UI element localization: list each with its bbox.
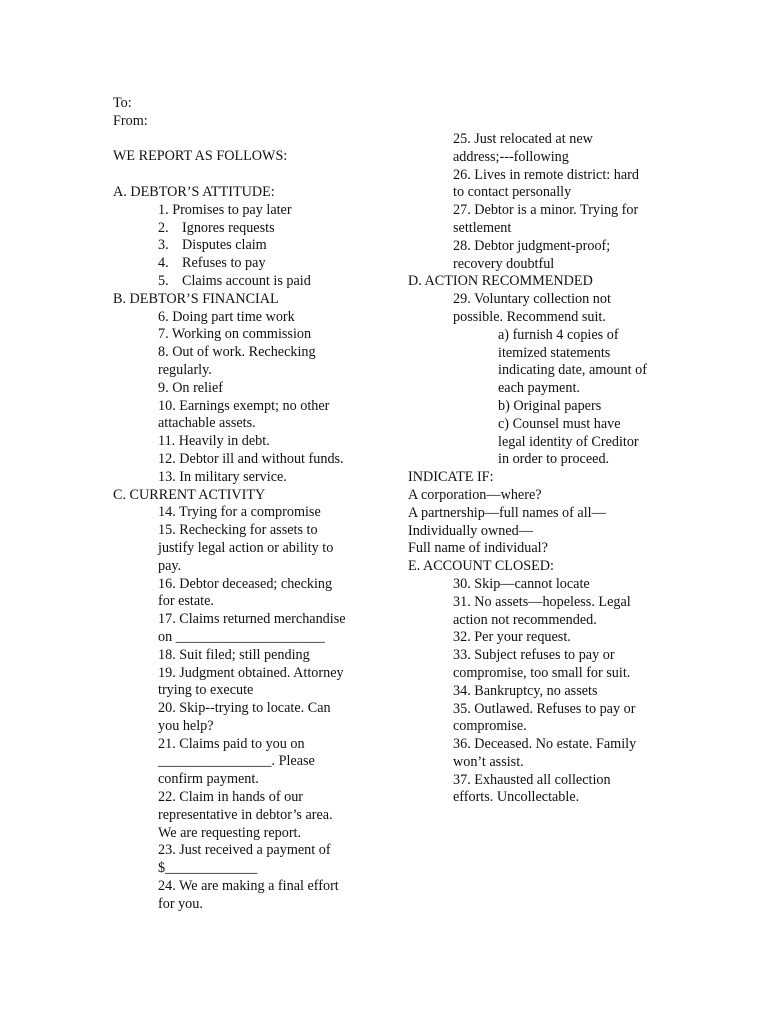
- item-number: 5.: [158, 272, 169, 289]
- list-item: 32. Per your request.: [453, 629, 571, 646]
- list-item: address;---following: [453, 148, 569, 165]
- list-item: [113, 220, 373, 238]
- list-item: 34. Bankruptcy, no assets: [453, 682, 598, 699]
- list-item: for estate.: [158, 593, 214, 610]
- list-item: 37. Exhausted all collection: [453, 771, 611, 788]
- list-item: 14. Trying for a compromise: [158, 504, 321, 521]
- list-item: regularly.: [158, 361, 212, 378]
- right-column: [408, 131, 668, 807]
- list-item: 13. In military service.: [158, 468, 287, 485]
- sub-item: c) Counsel must have: [498, 415, 621, 432]
- list-item: you help?: [158, 717, 214, 734]
- list-item: confirm payment.: [158, 771, 259, 788]
- indicate-line: Full name of individual?: [408, 540, 548, 557]
- list-item: pay.: [158, 557, 182, 574]
- sub-item: each payment.: [498, 380, 580, 397]
- list-item: recovery doubtful: [453, 255, 555, 272]
- list-item: on _____________________: [158, 628, 325, 645]
- section-a-heading: A. DEBTOR’S ATTITUDE:: [113, 183, 275, 200]
- list-item: 29. Voluntary collection not: [453, 291, 611, 308]
- sub-item: itemized statements: [498, 344, 611, 361]
- section-d-heading: D. ACTION RECOMMENDED: [408, 273, 593, 290]
- list-item: 12. Debtor ill and without funds.: [158, 450, 344, 467]
- list-item: 22. Claim in hands of our: [158, 789, 304, 806]
- list-item: [113, 273, 373, 291]
- list-item: 21. Claims paid to you on: [158, 735, 305, 752]
- list-item: $_____________: [158, 860, 258, 877]
- list-item: 23. Just received a payment of: [158, 842, 331, 859]
- list-item: [113, 202, 373, 220]
- item-number: 4.: [158, 255, 169, 272]
- report-intro: WE REPORT AS FOLLOWS:: [113, 148, 288, 165]
- list-item: ________________. Please: [158, 753, 315, 770]
- indicate-line: A partnership—full names of all—: [408, 504, 606, 521]
- item-text: Disputes claim: [182, 237, 267, 254]
- list-item: 11. Heavily in debt.: [158, 433, 270, 450]
- list-item: 28. Debtor judgment-proof;: [453, 237, 611, 254]
- list-item: 9. On relief: [158, 379, 224, 396]
- sub-item: in order to proceed.: [498, 451, 610, 468]
- sub-item: a) furnish 4 copies of: [498, 326, 619, 343]
- item-text: Refuses to pay: [182, 255, 266, 272]
- list-item: We are requesting report.: [158, 824, 302, 841]
- list-item: 15. Rechecking for assets to: [158, 522, 318, 539]
- list-item: compromise.: [453, 718, 527, 735]
- from-label: From:: [113, 112, 148, 129]
- list-item: compromise, too small for suit.: [453, 664, 631, 681]
- list-item: 8. Out of work. Rechecking: [158, 344, 316, 361]
- item-text: Promises to pay later: [172, 201, 292, 218]
- section-e-heading: E. ACCOUNT CLOSED:: [408, 558, 554, 575]
- spacer: [113, 166, 373, 184]
- list-item: 17. Claims returned merchandise: [158, 611, 346, 628]
- sub-item: indicating date, amount of: [498, 362, 647, 379]
- list-item: 26. Lives in remote district: hard: [453, 166, 639, 183]
- list-item: 16. Debtor deceased; checking: [158, 575, 333, 592]
- list-item: 30. Skip—cannot locate: [453, 575, 590, 592]
- item-text: Ignores requests: [182, 219, 275, 236]
- list-item: 7. Working on commission: [158, 326, 312, 343]
- list-item: [113, 255, 373, 273]
- list-item: trying to execute: [158, 682, 254, 699]
- list-item: 6. Doing part time work: [158, 308, 295, 325]
- list-item: 35. Outlawed. Refuses to pay or: [453, 700, 636, 717]
- item-text: Claims account is paid: [182, 272, 311, 289]
- list-item: possible. Recommend suit.: [453, 308, 606, 325]
- list-item: 24. We are making a final effort: [158, 878, 339, 895]
- list-item: 25. Just relocated at new: [453, 131, 593, 147]
- left-column: [113, 95, 373, 914]
- list-item: 27. Debtor is a minor. Trying for: [453, 202, 639, 219]
- item-number: 1.: [158, 201, 169, 218]
- list-item: action not recommended.: [453, 611, 597, 628]
- item-number: 3.: [158, 237, 169, 254]
- to-label: To:: [113, 95, 132, 111]
- list-item: won’t assist.: [453, 753, 524, 770]
- indicate-line: Individually owned—: [408, 522, 533, 539]
- spacer: [113, 131, 373, 149]
- list-item: attachable assets.: [158, 415, 256, 432]
- sub-item: b) Original papers: [498, 397, 602, 414]
- list-item: 19. Judgment obtained. Attorney: [158, 664, 344, 681]
- list-item: [113, 237, 373, 255]
- list-item: 36. Deceased. No estate. Family: [453, 736, 637, 753]
- list-item: settlement: [453, 219, 512, 236]
- list-item: to contact personally: [453, 184, 572, 201]
- list-item: 18. Suit filed; still pending: [158, 646, 310, 663]
- section-c-heading: C. CURRENT ACTIVITY: [113, 486, 266, 503]
- list-item: 31. No assets—hopeless. Legal: [453, 593, 631, 610]
- list-item: for you.: [158, 895, 203, 912]
- indicate-heading: INDICATE IF:: [408, 469, 494, 486]
- section-b-heading: B. DEBTOR’S FINANCIAL: [113, 290, 279, 307]
- list-item: 10. Earnings exempt; no other: [158, 397, 330, 414]
- item-number: 2.: [158, 219, 169, 236]
- sub-item: legal identity of Creditor: [498, 433, 639, 450]
- list-item: 20. Skip--trying to locate. Can: [158, 700, 331, 717]
- list-item: 33. Subject refuses to pay or: [453, 647, 615, 664]
- list-item: efforts. Uncollectable.: [453, 789, 580, 806]
- indicate-line: A corporation—where?: [408, 486, 542, 503]
- list-item: justify legal action or ability to: [158, 539, 334, 556]
- list-item: representative in debtor’s area.: [158, 806, 333, 823]
